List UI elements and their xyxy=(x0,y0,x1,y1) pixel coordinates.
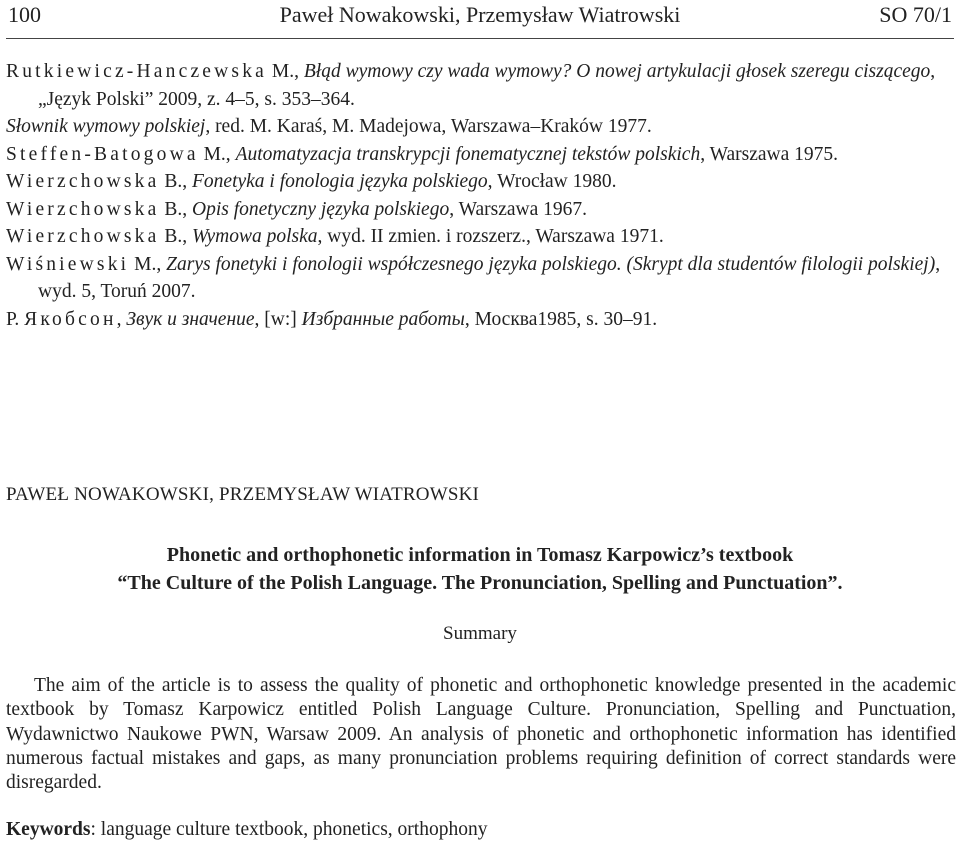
summary-heading: Summary xyxy=(443,623,517,644)
reference-item: Słownik wymowy polskiej, red. M. Karaś, M. Madejowa, Warszawa–Kraków 1977. xyxy=(6,116,652,137)
reference-title: Fonetyka i fonologia języka polskiego xyxy=(192,171,488,192)
reference-title: Zarys fonetyki i fonologii współczesnego języka polskiego. (Skrypt dla studentów filologii polskiej) xyxy=(166,253,936,275)
keywords-line xyxy=(6,819,487,841)
article-title xyxy=(0,541,960,597)
reference-author: Rutkiewicz-Hanczewska xyxy=(6,61,268,82)
reference-item: Wierzchowska B., Wymowa polska, wyd. II zmien. i rozszerz., Warszawa 1971. xyxy=(6,226,664,247)
reference-title: Opis fonetyczny języka polskiego xyxy=(192,198,450,220)
journal-issue: SO 70/1 xyxy=(879,2,952,27)
running-title: Paweł Nowakowski, Przemysław Wiatrowski xyxy=(279,2,681,27)
reference-author: Якобсон xyxy=(24,308,117,330)
abstract-paragraph: The aim of the article is to assess the quality of phonetic and orthophonetic knowledge presented in the academic textbook by Tomasz Karpowicz entitled Polish Language Culture. Pronunciation, Spelling and Punctuation, Wydawnictwo Naukowe PWN, Warsaw 2009. An analysis of phonetic and orthophonetic information has identified numerous factual mistakes and gaps, as many pronunciation problems requiring definition of correct standards were disregarded. xyxy=(6,675,956,794)
reference-item: Wiśniewski M., Zarys fonetyki i fonologii współczesnego języka polskiego. (Skrypt dla studentów filologii polskiej), wyd. 5, Toruń 2007. xyxy=(6,253,941,302)
reference-item: Steffen-Batogowa M., Automatyzacja transkrypcji fonematycznej tekstów polskich, Warszawa 1975. xyxy=(6,143,838,165)
reference-author: Wiśniewski xyxy=(6,253,130,275)
keywords-text: : language culture textbook, phonetics, orthophony xyxy=(90,819,488,840)
reference-item: Р. Якобсон, Звук и значение, [w:] Избранные работы, Москва1985, s. 30–91. xyxy=(6,308,658,330)
reference-title: Избранные работы xyxy=(301,308,465,330)
reference-author: Wierzchowska xyxy=(6,226,160,247)
reference-title: Звук и значение xyxy=(126,308,255,330)
reference-author: Wierzchowska xyxy=(6,171,160,192)
reference-author: Wierzchowska xyxy=(6,198,160,220)
reference-item: Wierzchowska B., Fonetyka i fonologia języka polskiego, Wrocław 1980. xyxy=(6,171,617,192)
reference-author: Steffen-Batogowa xyxy=(6,143,199,165)
title-line: Phonetic and orthophonetic information in Tomasz Karpowicz’s textbook xyxy=(166,544,794,566)
article-authors: PAWEŁ NOWAKOWSKI, PRZEMYSŁAW WIATROWSKI xyxy=(6,484,480,505)
reference-title: Wymowa polska xyxy=(192,226,318,247)
page-number: 100 xyxy=(8,2,41,27)
reference-item: Wierzchowska B., Opis fonetyczny języka polskiego, Warszawa 1967. xyxy=(6,198,587,220)
title-line: “The Culture of the Polish Language. The Pronunciation, Spelling and Punctuation”. xyxy=(117,572,843,594)
reference-item: Rutkiewicz-Hanczewska M., Błąd wymowy czy wada wymowy? O nowej artykulacji głosek szeregu ciszącego, „Język Polski” 2009, z. 4–5, s. 353–364. xyxy=(6,61,936,110)
reference-title: Automatyzacja transkrypcji fonematycznej tekstów polskich xyxy=(235,143,701,165)
keywords-label: Keywords xyxy=(6,819,91,840)
reference-title: Słownik wymowy polskiej xyxy=(6,116,206,137)
reference-title: Błąd wymowy czy wada wymowy? O nowej artykulacji głosek szeregu ciszącego xyxy=(303,61,931,82)
running-header xyxy=(6,0,954,39)
reference-list xyxy=(6,58,954,333)
